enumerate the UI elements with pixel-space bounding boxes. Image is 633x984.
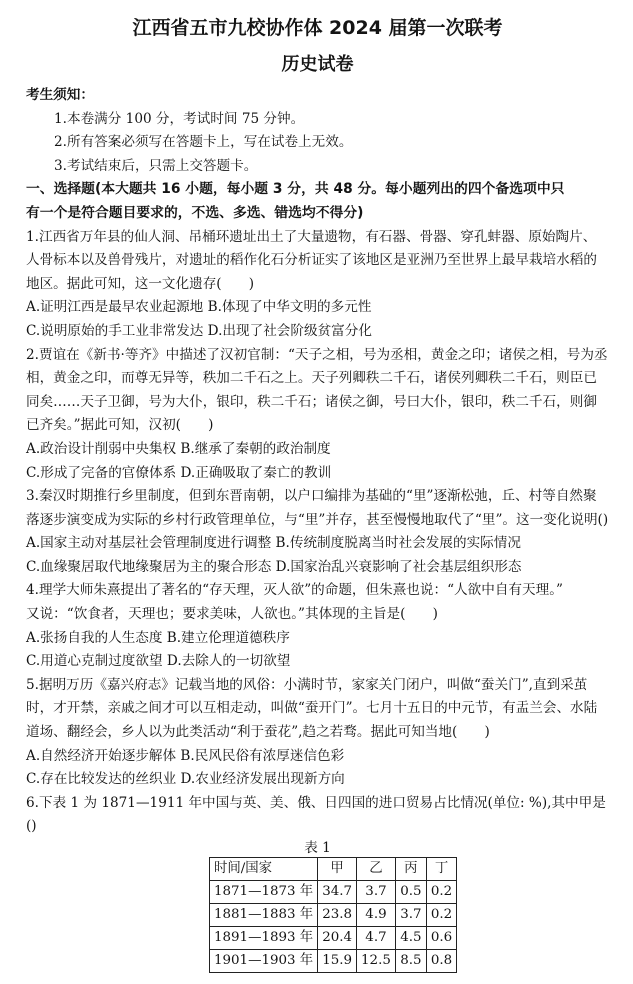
table-cell: 15.9 bbox=[318, 950, 357, 973]
table-row bbox=[210, 950, 457, 973]
exam-subtitle: 历史试卷 bbox=[281, 54, 354, 75]
table-header-cell: 丁 bbox=[426, 858, 456, 881]
table-header-cell: 乙 bbox=[357, 858, 396, 881]
table-row bbox=[210, 927, 457, 950]
question-3-stem: 3.秦汉时期推行乡里制度，但到东晋南朝，以户口编排为基础的“里”逐渐松弛，丘、村等自然聚落逐步演变成为实际的乡村行政管理单位，与“里”并存，甚至慢慢地取代了“里”。这一变化说明() bbox=[26, 488, 609, 528]
table-row bbox=[210, 904, 457, 927]
question-3-options-cd: C.血缘聚居取代地缘聚居为主的聚合形态 D.国家治乱兴衰影响了社会基层组织形态 bbox=[26, 558, 522, 575]
table-cell: 0.6 bbox=[426, 927, 456, 950]
notice-item: 1.本卷满分 100 分，考试时间 75 分钟。 bbox=[54, 110, 305, 127]
notice-item: 2.所有答案必须写在答题卡上，写在试卷上无效。 bbox=[54, 134, 353, 151]
table-cell: 12.5 bbox=[357, 950, 396, 973]
table-cell: 4.9 bbox=[357, 904, 396, 927]
table-cell: 20.4 bbox=[318, 927, 357, 950]
table-row bbox=[210, 881, 457, 904]
question-4-stem: 4.理学大师朱熹提出了著名的“存天理，灭人欲”的命题，但朱熹也说：“人欲中自有天理。” bbox=[26, 582, 563, 599]
section-heading-cont: 有一个是符合题目要求的，不选、多选、错选均不得分) bbox=[26, 204, 364, 221]
table-cell: 1891—1893 年 bbox=[210, 927, 318, 950]
table-header-cell: 时间/国家 bbox=[210, 858, 318, 881]
question-4-stem-cont: 又说：“饮食者，天理也；要求美味，人欲也。”其体现的主旨是( ) bbox=[26, 606, 438, 623]
question-3-options-ab: A.国家主动对基层社会管理制度进行调整 B.传统制度脱离当时社会发展的实际情况 bbox=[26, 535, 521, 552]
question-2-options-cd: C.形成了完备的官僚体系 D.正确吸取了秦亡的教训 bbox=[26, 464, 332, 481]
table-cell: 0.2 bbox=[426, 904, 456, 927]
table-cell: 23.8 bbox=[318, 904, 357, 927]
question-4-options-ab: A.张扬自我的人生态度 B.建立伦理道德秩序 bbox=[26, 629, 290, 646]
question-1-options-ab: A.证明江西是最早农业起源地 B.体现了中华文明的多元性 bbox=[26, 299, 372, 316]
table-cell: 3.7 bbox=[395, 904, 426, 927]
table-cell: 1901—1903 年 bbox=[210, 950, 318, 973]
table-cell: 0.2 bbox=[426, 881, 456, 904]
notice-item: 3.考试结束后，只需上交答题卡。 bbox=[54, 157, 258, 174]
question-1-options-cd: C.说明原始的手工业非常发达 D.出现了社会阶级贫富分化 bbox=[26, 322, 372, 339]
table-caption: 表 1 bbox=[304, 840, 331, 856]
exam-title: 江西省五市九校协作体 2024 届第一次联考 bbox=[132, 17, 503, 39]
table-cell: 1871—1873 年 bbox=[210, 881, 318, 904]
table-cell: 3.7 bbox=[357, 881, 396, 904]
question-2-options-ab: A.政治设计削弱中央集权 B.继承了秦朝的政治制度 bbox=[26, 440, 331, 457]
question-4-options-cd: C.用道心克制过度欲望 D.去除人的一切欲望 bbox=[26, 653, 291, 670]
section-heading: 一、选择题(本大题共 16 小题，每小题 3 分，共 48 分。每小题列出的四个备选项中只 bbox=[26, 181, 565, 198]
question-1-stem: 1.江西省万年县的仙人洞、吊桶环遗址出土了大量遗物，有石器、骨器、穿孔蚌器、原始陶片、人骨标本以及兽骨残片，对遗址的稻作化石分析证实了该地区是亚洲乃至世界上最早栽培水稻的地区。据此可知，这一文化遗存( ) bbox=[26, 228, 597, 292]
trade-table bbox=[209, 857, 457, 973]
table-header-cell: 甲 bbox=[318, 858, 357, 881]
table-cell: 8.5 bbox=[395, 950, 426, 973]
table-header-cell: 丙 bbox=[395, 858, 426, 881]
table-header-row bbox=[210, 858, 457, 881]
notice-heading: 考生须知： bbox=[26, 87, 94, 103]
table-cell: 4.7 bbox=[357, 927, 396, 950]
question-2-stem: 2.贾谊在《新书·等齐》中描述了汉初官制：“天子之相，号为丞相，黄金之印；诸侯之相，号为丞相，黄金之印，而尊无异等，秩加二千石之上。天子列卿秩二千石，诸侯列卿秩二千石，则臣已同矣……天子卫御，号为大仆，银印，秩二千石；诸侯之御，号曰大仆，银印，秩二千石，则御已齐矣。”据此可知，汉初( ) bbox=[26, 346, 608, 434]
table-cell: 34.7 bbox=[318, 881, 357, 904]
table-cell: 1881—1883 年 bbox=[210, 904, 318, 927]
question-5-options-ab: A.自然经济开始逐步解体 B.民风民俗有浓厚迷信色彩 bbox=[26, 747, 345, 764]
table-cell: 0.5 bbox=[395, 881, 426, 904]
question-6-stem: 6.下表 1 为 1871—1911 年中国与英、美、俄、日四国的进口贸易占比情况(单位: %),其中甲是() bbox=[26, 794, 606, 835]
question-5-options-cd: C.存在比较发达的丝织业 D.农业经济发展出现新方向 bbox=[26, 771, 345, 788]
table-cell: 4.5 bbox=[395, 927, 426, 950]
question-5-stem: 5.据明万历《嘉兴府志》记载当地的风俗：小满时节，家家关门闭户，叫做“蚕关门”,直到采茧时，才开禁，亲戚之间才可以互相走动，叫做“蚕开门”。七月十五日的中元节，有盂兰会、水陆道场、翻经会，乡人以为此类活动“利于蚕花”,趋之若骛。据此可知当地( ) bbox=[26, 676, 598, 741]
table-cell: 0.8 bbox=[426, 950, 456, 973]
